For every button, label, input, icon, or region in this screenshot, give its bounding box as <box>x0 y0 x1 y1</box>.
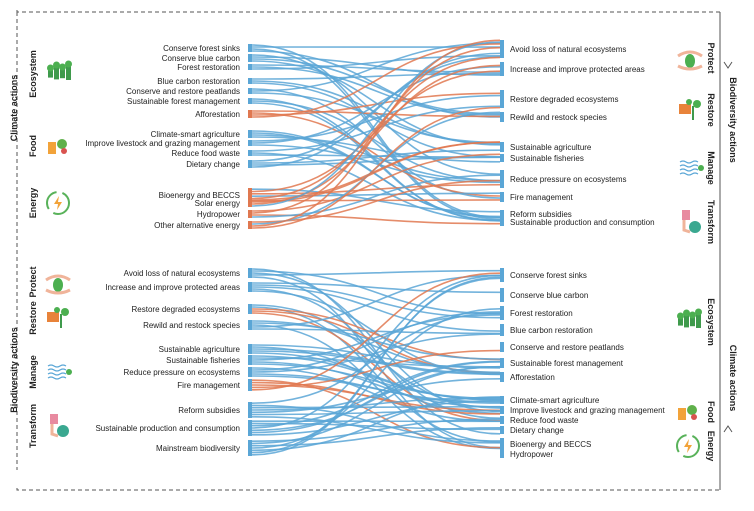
bottom-right-label-dietary-change: Dietary change <box>510 426 564 435</box>
bottom-flow-positive-link <box>252 407 500 408</box>
top-left-label-afforestation: Afforestation <box>195 110 240 119</box>
bottom-right-node-bar <box>500 358 504 368</box>
top-right-node-bar <box>500 170 504 188</box>
bottom-right-category-energy: Energy <box>706 430 716 462</box>
bottom-right-label-climate-smart-agriculture: Climate-smart agriculture <box>510 396 600 405</box>
top-right-node-bar <box>500 40 504 58</box>
negative-bar <box>248 221 252 229</box>
top-right-node-bar <box>500 142 504 152</box>
bottom-right-node-bar <box>500 268 504 282</box>
top-right-node-bar <box>500 62 504 76</box>
bottom-right-node-bar <box>500 426 504 434</box>
top-left-label-conserve-and-restore-peatlands: Conserve and restore peatlands <box>126 87 240 96</box>
food-icon <box>48 139 67 154</box>
bottom-left-label-increase-and-improve-protected-areas: Increase and improve protected areas <box>105 283 240 292</box>
top-right-label-increase-and-improve-protected-areas: Increase and improve protected areas <box>510 65 645 74</box>
bottom-right-node-bar <box>500 372 504 382</box>
top-right-node-bar <box>500 90 504 108</box>
bottom-right-node-bar <box>500 324 504 336</box>
restore-plant-icon <box>679 99 701 120</box>
bottom-left-node-bar <box>248 304 252 314</box>
manage-water-icon <box>48 365 72 379</box>
bottom-right-node-bar <box>500 342 504 352</box>
top-left-label-sustainable-forest-management: Sustainable forest management <box>127 97 240 106</box>
top-left-label-conserve-forest-sinks: Conserve forest sinks <box>163 44 240 53</box>
top-right-label-sustainable-production-and-consumption: Sustainable production and consumption <box>510 218 655 227</box>
bottom-right-label-improve-livestock-and-grazing-management: Improve livestock and grazing management <box>510 406 665 415</box>
top-left-label-reduce-food-waste: Reduce food waste <box>171 149 240 158</box>
bottom-left-label-reform-subsidies: Reform subsidies <box>178 406 240 415</box>
down-arrow-icon <box>724 62 732 68</box>
bottom-right-label-forest-restoration: Forest restoration <box>510 309 573 318</box>
manage-water-icon <box>680 161 704 175</box>
bottom-left-label-avoid-loss-of-natural-ecosystems: Avoid loss of natural ecosystems <box>123 269 240 278</box>
top-left-label-bioenergy-and-beccs: Bioenergy and BECCS <box>158 191 240 200</box>
bottom-left-node-bar <box>248 344 252 354</box>
top-left-label-improve-livestock-and-grazing-management: Improve livestock and grazing management <box>85 139 240 148</box>
energy-cycle-icon <box>677 435 699 457</box>
bottom-left-label-rewild-and-restock-species: Rewild and restock species <box>143 321 240 330</box>
bottom-left-node-bar <box>248 320 252 330</box>
bottom-right-group-title: Climate actions <box>728 344 738 412</box>
top-right-label-sustainable-fisheries: Sustainable fisheries <box>510 154 584 163</box>
top-left-node-bar <box>248 140 252 146</box>
top-right-category-restore: Restore <box>706 93 716 127</box>
top-right-node-bar <box>500 192 504 202</box>
bottom-left-node-bar <box>248 402 252 418</box>
bottom-left-node-bar <box>248 268 252 278</box>
bottom-right-label-sustainable-forest-management: Sustainable forest management <box>510 359 623 368</box>
protect-hands-icon <box>678 52 702 69</box>
bottom-left-node-bar <box>248 367 252 377</box>
bottom-right-node-bar <box>500 306 504 320</box>
top-right-category-manage: Manage <box>706 151 716 185</box>
top-right-label-reduce-pressure-on-ecosystems: Reduce pressure on ecosystems <box>510 175 627 184</box>
top-left-node-bar <box>248 160 252 168</box>
top-right-label-reform-subsidies: Reform subsidies <box>510 210 572 219</box>
bottom-left-category-restore: Restore <box>28 301 38 335</box>
top-right-category-protect: Protect <box>706 42 716 74</box>
bottom-right-node-bar <box>500 396 504 404</box>
restore-plant-icon <box>47 307 69 328</box>
bottom-left-label-reduce-pressure-on-ecosystems: Reduce pressure on ecosystems <box>123 368 240 377</box>
top-left-category-ecosystem: Ecosystem <box>28 50 38 98</box>
energy-cycle-icon <box>47 192 69 214</box>
flow-links <box>252 40 500 455</box>
bottom-right-label-conserve-blue-carbon: Conserve blue carbon <box>510 291 589 300</box>
top-left-label-conserve-blue-carbon: Conserve blue carbon <box>161 54 240 63</box>
top-flow-positive-link <box>252 74 500 79</box>
bottom-left-label-fire-management: Fire management <box>177 381 240 390</box>
bottom-right-node-bar <box>500 450 504 458</box>
top-right-node-bar <box>500 112 504 122</box>
top-right-label-sustainable-agriculture: Sustainable agriculture <box>510 143 592 152</box>
protect-hands-icon <box>46 276 70 293</box>
negative-bar <box>248 199 252 207</box>
forest-icon <box>47 61 72 81</box>
forest-icon <box>677 309 702 329</box>
top-left-node-bar <box>248 44 252 52</box>
bottom-left-node-bar <box>248 355 252 365</box>
bottom-left-group-title: Biodiversity actions <box>9 327 19 413</box>
bottom-right-label-blue-carbon-restoration: Blue carbon restoration <box>510 326 593 335</box>
top-right-label-rewild-and-restock-species: Rewild and restock species <box>510 113 607 122</box>
bottom-right-label-hydropower: Hydropower <box>510 450 554 459</box>
top-left-node-bar <box>248 88 252 94</box>
top-left-node-bar <box>248 64 252 70</box>
top-right-node-bar <box>500 210 504 218</box>
top-right-node-bar <box>500 218 504 226</box>
top-left-label-dietary-change: Dietary change <box>186 160 240 169</box>
top-left-node-bar <box>248 150 252 156</box>
bottom-left-label-sustainable-production-and-consumption: Sustainable production and consumption <box>95 424 240 433</box>
top-left-node-bar <box>248 78 252 84</box>
top-right-label-fire-management: Fire management <box>510 193 573 202</box>
bottom-left-label-mainstream-biodiversity: Mainstream biodiversity <box>155 444 240 453</box>
top-right-node-bar <box>500 154 504 162</box>
bottom-right-category-food: Food <box>706 401 716 423</box>
bottom-left-category-protect: Protect <box>28 266 38 298</box>
bottom-right-label-afforestation: Afforestation <box>510 373 555 382</box>
negative-bar <box>248 110 252 118</box>
transform-hand-icon <box>50 414 69 437</box>
top-left-label-solar-energy: Solar energy <box>194 199 240 208</box>
bottom-right-label-conserve-forest-sinks: Conserve forest sinks <box>510 271 587 280</box>
top-left-node-bar <box>248 54 252 62</box>
up-arrow-icon <box>724 426 732 432</box>
top-left-label-climate-smart-agriculture: Climate-smart agriculture <box>150 130 240 139</box>
bottom-left-node-bar <box>248 440 252 456</box>
bottom-left-label-restore-degraded-ecosystems: Restore degraded ecosystems <box>131 305 240 314</box>
bottom-left-node-bar <box>248 420 252 436</box>
bottom-right-label-reduce-food-waste: Reduce food waste <box>510 416 579 425</box>
top-left-category-energy: Energy <box>28 187 38 219</box>
top-left-node-bar <box>248 130 252 138</box>
negative-bar <box>248 210 252 218</box>
bottom-right-label-conserve-and-restore-peatlands: Conserve and restore peatlands <box>510 343 624 352</box>
bottom-left-label-sustainable-agriculture: Sustainable agriculture <box>158 345 240 354</box>
bottom-right-node-bar <box>500 406 504 414</box>
top-left-label-other-alternative-energy: Other alternative energy <box>154 221 240 230</box>
top-left-category-food: Food <box>28 135 38 157</box>
transform-hand-icon <box>682 210 701 233</box>
food-icon <box>678 405 697 420</box>
top-left-group-title: Climate actions <box>9 74 19 142</box>
top-left-label-blue-carbon-restoration: Blue carbon restoration <box>157 77 240 86</box>
bottom-right-node-bar <box>500 288 504 302</box>
bottom-left-node-bar <box>248 282 252 292</box>
bottom-right-label-bioenergy-and-beccs: Bioenergy and BECCS <box>510 440 592 449</box>
bottom-left-label-sustainable-fisheries: Sustainable fisheries <box>166 356 240 365</box>
bottom-right-category-ecosystem: Ecosystem <box>706 298 716 346</box>
top-flow-negative-link <box>252 108 500 228</box>
top-left-node-bar <box>248 98 252 104</box>
bottom-left-node-bar <box>248 379 252 391</box>
top-right-group-title: Biodiversity actions <box>728 77 738 163</box>
bottom-right-node-bar <box>500 438 504 450</box>
bottom-left-category-transform: Transform <box>28 403 38 449</box>
top-left-label-hydropower: Hydropower <box>196 210 240 219</box>
top-right-label-avoid-loss-of-natural-ecosystems: Avoid loss of natural ecosystems <box>510 45 627 54</box>
top-right-category-transform: Transform <box>706 199 716 245</box>
bottom-left-category-manage: Manage <box>28 355 38 389</box>
top-left-label-forest-restoration: Forest restoration <box>177 63 240 72</box>
bottom-right-node-bar <box>500 416 504 424</box>
top-right-label-restore-degraded-ecosystems: Restore degraded ecosystems <box>510 95 619 104</box>
